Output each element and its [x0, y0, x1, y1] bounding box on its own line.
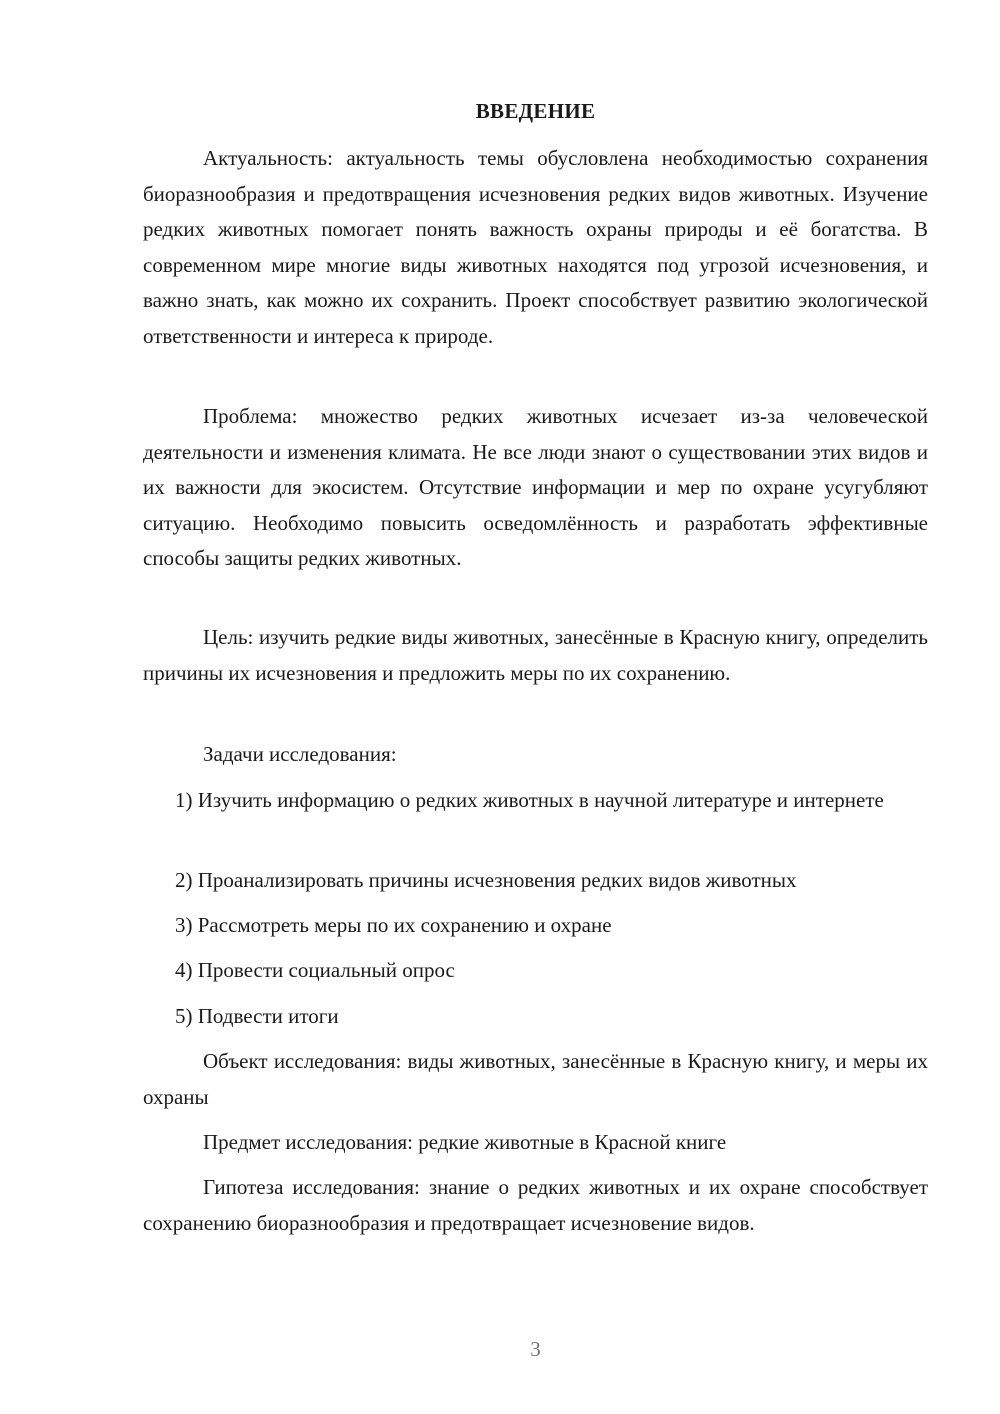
task-item-5: 5) Подвести итоги: [175, 1004, 339, 1028]
document-page: [143, 0, 928, 1414]
tasks-heading: Задачи исследования:: [203, 742, 397, 766]
relevance-paragraph: Актуальность: актуальность темы обусловлена необходимостью сохранения биоразнообразия и предотвращения исчезновения редких видов животных. Изучение редких животных помогает понять важность охраны природы и её богатства. В современном мире многие виды животных находятся под угрозой исчезновения, и важно знать, как можно их сохранить. Проект способствует развитию экологической ответственности и интереса к природе.: [143, 146, 928, 348]
object-paragraph: Объект исследования: виды животных, занесённые в Красную книгу, и меры их охраны: [143, 1049, 928, 1109]
hypothesis-paragraph: Гипотеза исследования: знание о редких животных и их охране способствует сохранению биоразнообразия и предотвращает исчезновение видов.: [143, 1175, 928, 1235]
goal-paragraph: Цель: изучить редкие виды животных, занесённые в Красную книгу, определить причины их исчезновения и предложить меры по их сохранению.: [143, 625, 928, 685]
task-item-1: 1) Изучить информацию о редких животных в научной литературе и интернете: [175, 788, 884, 812]
task-item-2: 2) Проанализировать причины исчезновения редких видов животных: [175, 868, 797, 892]
task-item-3: 3) Рассмотреть меры по их сохранению и охране: [175, 913, 612, 937]
problem-paragraph: Проблема: множество редких животных исчезает из-за человеческой деятельности и изменения климата. Не все люди знают о существовании этих видов и их важности для экосистем. Отсутствие информации и мер по охране усугубляют ситуацию. Необходимо повысить осведомлённость и разработать эффективные способы защиты редких животных.: [143, 404, 928, 570]
page-title: ВВЕДЕНИЕ: [475, 99, 596, 123]
page-number: 3: [530, 1337, 541, 1361]
subject-paragraph: Предмет исследования: редкие животные в Красной книге: [203, 1130, 727, 1154]
task-item-4: 4) Провести социальный опрос: [175, 958, 455, 982]
